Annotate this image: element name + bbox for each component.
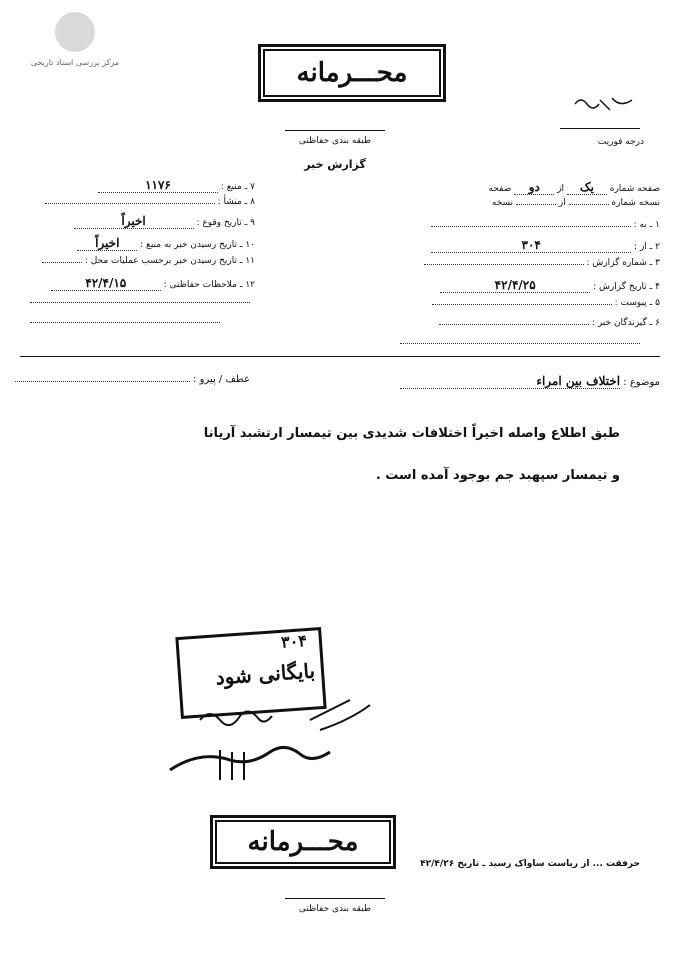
field-page-number-from: از — [557, 184, 564, 194]
field-report-number-label: ۳ ـ شماره گزارش : — [586, 258, 660, 268]
field-security-notes — [30, 276, 255, 291]
subject-label: موضوع : — [623, 377, 660, 388]
field-from-label: ۲ ـ از : — [634, 242, 660, 252]
field-copy-number-total — [516, 204, 556, 205]
urgency-rule — [560, 128, 640, 129]
reference-row — [20, 374, 250, 385]
field-from — [400, 238, 660, 253]
degree-label: درجه فوریت — [597, 137, 644, 147]
reference-label: عطف / پیرو : — [193, 374, 250, 385]
field-attachment — [400, 298, 660, 308]
field-security-notes-value: ۴۲/۴/۱۵ — [51, 276, 161, 291]
field-origin-label: ۸ ـ منشأ : — [217, 197, 255, 207]
confidential-stamp-bottom-text: محـــرمانه — [215, 820, 391, 864]
field-copy-number-from: از — [558, 198, 566, 208]
confidential-stamp-bottom — [210, 815, 396, 869]
field-source-receipt-date-value: اخیراً — [77, 236, 137, 251]
field-page-number — [400, 180, 660, 195]
field-to-value — [431, 226, 631, 227]
field-to — [400, 220, 660, 230]
field-origin-value — [45, 203, 215, 204]
field-recipients-value — [439, 324, 589, 325]
classification-bottom: طبقه بندی حفاظتی — [298, 904, 372, 914]
archive-stamp-number: ۳۰۴ — [280, 631, 308, 652]
field-source — [30, 178, 255, 193]
classification-top-rule — [285, 130, 385, 131]
confidential-stamp-top-text: محـــرمانه — [263, 49, 441, 97]
archive-logo-icon — [55, 12, 95, 52]
body-line-1: طبق اطلاع واصله اخیراً اختلافات شدیدی بین تیمسار ارتشبد آریانا — [203, 426, 620, 441]
body-line-2: و تیمسار سپهبد جم بوجود آمده است . — [375, 468, 620, 483]
field-occurrence-date-label: ۹ ـ تاریخ وقوع : — [196, 218, 255, 228]
archive-logo — [20, 12, 130, 67]
field-copy-number-value — [569, 204, 609, 205]
field-report-date-value: ۴۲/۴/۲۵ — [440, 278, 590, 293]
subject-value: اختلاف بین امراء — [400, 374, 620, 389]
watermark-text: مرکز بررسی اسناد تاریخی — [30, 58, 120, 67]
field-origin — [30, 197, 255, 207]
field-security-notes-label: ۱۲ ـ ملاحظات حفاظتی : — [163, 280, 255, 290]
field-source-value: ۱۱۷۶ — [98, 178, 218, 193]
field-occurrence-date-value: اخیراً — [74, 214, 194, 229]
field-report-date-label: ۴ ـ تاریخ گزارش : — [593, 282, 660, 292]
handwritten-urgency-icon — [570, 92, 640, 122]
archive-stamp-text: بایگانی شود — [214, 658, 316, 690]
field-recipients-label: ۶ ـ گیرندگان خبر : — [591, 318, 660, 328]
field-recipients — [400, 318, 660, 328]
field-source-receipt-date-label: ۱۰ ـ تاریخ رسیدن خبر به منبع : — [140, 240, 255, 250]
left-blank-line-1 — [30, 302, 250, 303]
field-report-date — [400, 278, 660, 293]
field-source-label: ۷ ـ منبع : — [220, 182, 255, 192]
field-attachment-value — [432, 304, 612, 305]
classification-top: طبقه بندی حفاظتی — [298, 136, 372, 146]
field-local-receipt-date — [30, 256, 255, 266]
field-page-number-label: صفحه شماره — [609, 184, 660, 194]
field-page-number-value: یک — [567, 180, 607, 195]
field-local-receipt-date-value — [42, 262, 82, 263]
field-copy-number — [400, 198, 660, 208]
field-attachment-label: ۵ ـ پیوست : — [614, 298, 660, 308]
field-source-receipt-date — [30, 236, 255, 251]
classification-bottom-rule — [285, 898, 385, 899]
field-copy-number-label: نسخه شماره — [611, 198, 660, 208]
handwritten-urgency — [570, 92, 640, 122]
field-from-value: ۳۰۴ — [431, 238, 631, 253]
field-to-label: ۱ ـ به : — [633, 220, 660, 230]
confidential-stamp-top — [258, 44, 446, 102]
field-report-number-value — [424, 264, 584, 265]
field-copy-number-suffix: نسخه — [491, 198, 514, 208]
field-occurrence-date — [30, 214, 255, 229]
field-report-number — [400, 258, 660, 268]
report-title: گزارش خبر — [304, 158, 366, 171]
subject-row — [360, 374, 660, 389]
signature-icon — [160, 690, 400, 800]
footer-note: حرفقت ... از ریاست ساواک رسید ـ تاریخ ۴۲/۴/۲۶ — [420, 859, 640, 869]
field-page-number-total: دو — [514, 180, 554, 195]
field-local-receipt-date-label: ۱۱ ـ تاریخ رسیدن خبر برحسب عملیات محل : — [84, 256, 255, 266]
reference-value — [15, 381, 190, 382]
field-page-number-suffix: صفحه — [488, 184, 512, 194]
left-blank-line-2 — [30, 322, 220, 323]
right-blank-line — [400, 343, 640, 344]
header-separator — [20, 356, 660, 357]
